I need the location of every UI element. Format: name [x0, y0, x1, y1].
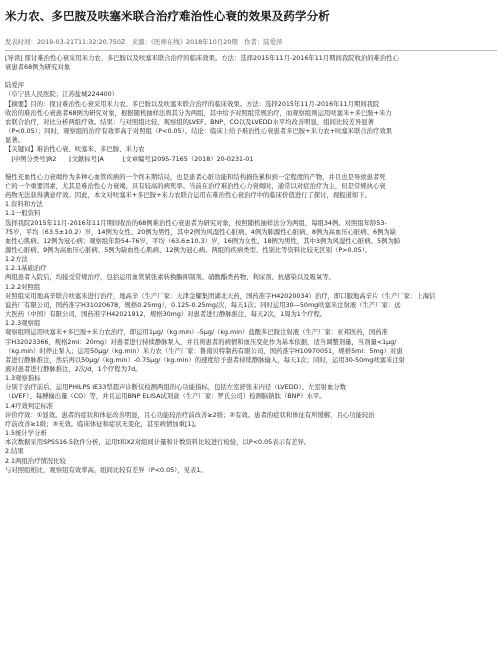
- body-line: 1.2.1基础治疗: [5, 265, 47, 273]
- body-line: 本次数据采用SPSS16.5软件分析，运用t和X2对组间计量和计数资料比较进行检验，以P<0.05表示有差异。: [5, 439, 311, 447]
- body-line: 血性心肌病、12例为冠心病；观察组年龄54-76岁，平均（63.6±10.3）岁，16例为女性、18例为男性，其中3例为风湿性心脏病、5例为肺: [5, 237, 401, 245]
- body-line: 评价疗效：①显效。患者的症状和体征改善明显，且心功能较治疗前改善≥2级；②有效。患者的症状和体征有所缓解，且心功能较治: [5, 411, 375, 419]
- article-body: [5, 54, 497, 475]
- body-line: （LVEF）、每搏输出量（CO）等，并且运用BNP ELISA试剂盒（生产厂家：罗氏公司）检测脑钠肽（BNP）水平。: [5, 393, 326, 401]
- body-line: 液对患者进行静脉推注，2次/d，1个疗程为7d。: [5, 366, 142, 373]
- body-line: 两组患者入院后，均接受常规治疗，包括运用血管紧张素转换酶抑制剂、硝酸酯类药物、利尿剂、抗感染以及吸氧等。: [5, 274, 335, 282]
- body-line: 字H32023366，规格2ml：20mg）对患者进行持续静脉泵入，并且将患者的病情和血压变化作为基本依据，适当调整剂量，当剂量<1μg/: [5, 338, 397, 346]
- body-line: 源性心脏病、9例为高血压心脏病、5例为缺血性心肌病、12例为冠心病。两组的疾病类型、性别比等资料比较无区别（P>0.05）。: [5, 246, 372, 254]
- body-line: 亡的一个重要因素，尤其是难治性心力衰竭，具有较高的病死率。当前在治疗难治性心力衰竭时，通常以对症治疗为主，但是常规执心衰: [5, 182, 386, 190]
- body-line: [中图分类号]R2 [文献标号]A [文章编号]2095-7165（2018）20-0231-01: [5, 155, 254, 163]
- body-line: 疗前改善≥1级；③无效。临床体征和症状无变化，甚至病情加重[1]。: [5, 420, 201, 428]
- article-meta: 发表时间：2019-03-21T11:32:20.750Z 来源：《医师在线》2018年10月20期 作者：陆爱萍: [5, 38, 283, 46]
- body-line: 谊药厂有限公司，国药准字H31020678，规格0.25mg），0.125-0.25mg/次，每天1次；同时运用30—50mg呋塞米注射液（生产厂家：远: [5, 301, 401, 309]
- body-line: 选择我院2015年11月-2016年11月期间收治的68例难治性心衰患者为研究对象，按照随机抽样法分为两组，每组34例。对照组年龄53-: [5, 219, 387, 227]
- body-line: 2.1两组治疗情况比较: [5, 457, 66, 465]
- body-line: 1.2方法: [5, 256, 28, 264]
- body-line: 【关键词】难治性心衰、呋塞米、多巴胺、米力农: [5, 146, 145, 154]
- body-line: 1.5统计学分析: [5, 430, 47, 438]
- divider: [5, 50, 497, 51]
- article-title: 米力农、多巴胺及呋塞米联合治疗难治性心衰的效果及药学分析: [5, 9, 330, 23]
- body-line: 1.资料和方法: [5, 201, 43, 209]
- body-line: 显著。: [5, 137, 25, 145]
- body-line: 药物无法获得满意疗效。因此，本文对呋塞米+多巴胺+米力农联合运用在难治性心衰治疗中的临床价值进行了探讨，现报道如下。: [5, 192, 371, 200]
- body-line: 1.1一般资料: [5, 210, 41, 218]
- body-line: 对照组采用地高辛联合呋塞米进行治疗，地高辛（生产厂家：天津金耀集团湖北天药，国药准字H42020034）治疗，即口服地高辛片（生产厂家：上海信: [5, 292, 436, 300]
- spacer: [5, 164, 497, 173]
- body-line: （阜宁县人民医院；江苏盐城224400）: [5, 91, 119, 99]
- body-line: 慢性充血性心力衰竭作为多种心血管疾病的一个终末期结局，也是患者心脏功能和结构损伤累积到一定程度的产物，并且也是导致患者死: [5, 173, 386, 181]
- body-line: [导读] 探讨难治性心衰采用米力农、多巴胺以及呋塞米联合治疗的临床效果。方法：选择2015年11月-2016年11月期间我院收治的难治性心: [5, 55, 399, 62]
- body-line: （kg.min）时停止泵入；运用50μg/（kg.min）米力农（生产厂家：鲁南贝特制药有限公司，国药准字H10970051，规格5ml：5mg）对患: [5, 347, 403, 355]
- body-line: 观察组则运用呋塞米+多巴胺+米力农治疗，即运用1μg/（kg.min）-5μg/（kg.min）盐酸多巴胺注射液（生产厂家：亚邦医药，国药准: [5, 329, 388, 337]
- body-line: 【摘要】目的：探讨难治性心衰采用米力农、多巴胺以及呋塞米联合治疗的临床效果。方法：选择2015年11月-2016年11月期间我院: [5, 100, 380, 108]
- body-line: 1.4疗效判定标准: [5, 402, 54, 410]
- body-line: 1.3观察指标: [5, 375, 41, 383]
- body-line: （P<0.05）；同时，观察组的治疗有效率高于对照组（P<0.05）。结论：临床上给予难治性心衰患者多巴胺+米力农+呋塞米联合治疗效果: [5, 128, 393, 136]
- body-line: 1.2.3观察组: [5, 320, 41, 328]
- body-line: 收治的难治性心衰患者68例为研究对象，根据随机抽样法将其分为两组，其中给予对照组常规治疗，而观察组则运用呋塞米+多巴胺+米力: [5, 109, 392, 117]
- spacer: [5, 72, 497, 81]
- body-line: 大医药（中国）有限公司，国药准字H42021912，规格30mg）对患者进行静脉推注，每天2次，1周为1个疗程。: [5, 311, 327, 319]
- body-line: 与对照组相比，观察组有效率高，组间比较有差异（P<0.05），见表1。: [5, 466, 207, 474]
- body-line: 陆爱萍: [5, 82, 25, 90]
- body-line: 75岁，平均（63.5±10.2）岁，14例为女性、20例为男性，其中2例为风湿性心脏病、4例为肺源性心脏病、8例为高血压心脏病、6例为缺: [5, 228, 397, 236]
- body-line: 衰患者68例为研究对象: [5, 64, 71, 72]
- body-line: 1.2.2对照组: [5, 283, 41, 291]
- body-line: 分别于治疗前后，运用PHILPS IE33型超声诊断仪检测两组的心功能指标，包括左室舒张末内径（LVEDD）、左室射血分数: [5, 384, 347, 392]
- body-line: 2.结果: [5, 448, 24, 456]
- body-line: 农联合治疗，对比分析两组疗效。结果：与对照组比较，观察组的LVEF、BNP、CO以及LVEDD水平均改善明显，组间比较差异显著: [5, 118, 374, 126]
- body-line: 者进行静脉推注，然后再以50μg/（kg.min）-0.75μg/（kg.min）的速度给予患者持续静脉输入，每天1次；同时，运用30-50mg呋塞米注射: [5, 356, 406, 364]
